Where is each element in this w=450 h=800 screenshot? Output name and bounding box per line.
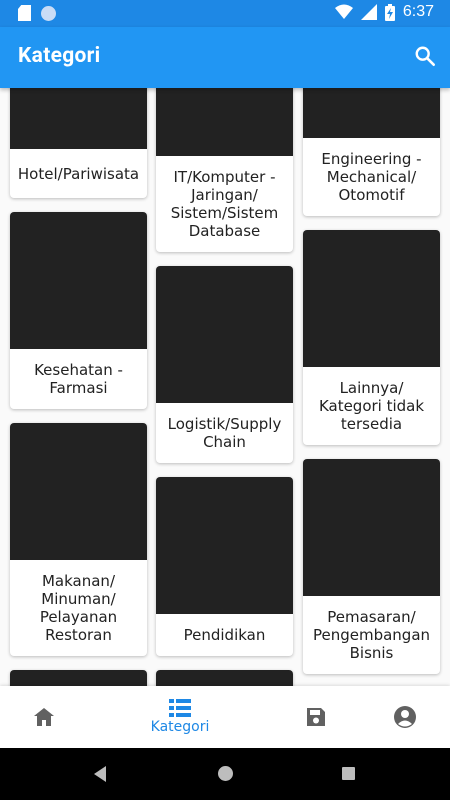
home-icon: [32, 706, 56, 728]
category-card-engineering[interactable]: [303, 88, 440, 216]
status-bar: [0, 0, 450, 27]
category-label: Makanan/ Minuman/ Pelayanan Restoran: [39, 572, 118, 644]
category-image: [10, 88, 147, 149]
nav-home[interactable]: [14, 686, 74, 748]
category-card-it[interactable]: [156, 88, 293, 252]
nav-label: Kategori: [150, 719, 210, 735]
battery-icon: [385, 4, 395, 21]
category-image: [10, 212, 147, 349]
category-image: [156, 266, 293, 403]
category-grid: [0, 88, 450, 686]
category-card-pendidikan[interactable]: [156, 477, 293, 656]
page-title: Kategori: [18, 44, 101, 68]
category-image: [10, 423, 147, 560]
category-label: Kesehatan - Farmasi: [34, 361, 123, 397]
system-navigation-bar: [0, 748, 450, 800]
category-card-logistik[interactable]: [156, 266, 293, 463]
category-label: Lainnya/ Kategori tidak tersedia: [318, 379, 425, 433]
wifi-icon: [335, 4, 353, 20]
back-icon[interactable]: [94, 766, 106, 782]
bottom-navigation: [0, 686, 450, 748]
category-label: Pendidikan: [183, 626, 266, 644]
category-card-pemasaran[interactable]: [303, 459, 440, 674]
signal-icon: [361, 4, 377, 20]
category-card-makanan[interactable]: [10, 423, 147, 656]
category-image: [10, 670, 147, 686]
category-label: Hotel/Pariwisata: [17, 164, 140, 183]
category-label: Pemasaran/ Pengembangan Bisnis: [312, 608, 431, 662]
category-image: [156, 88, 293, 156]
recents-icon[interactable]: [342, 767, 355, 780]
category-image: [156, 670, 293, 686]
nav-saved[interactable]: [286, 686, 346, 748]
sd-card-icon: [18, 5, 31, 21]
nav-kategori[interactable]: [140, 686, 220, 748]
category-label: IT/Komputer - Jaringan/ Sistem/Sistem Database: [170, 168, 279, 240]
category-card-hotel[interactable]: [10, 88, 147, 198]
notification-icon: [41, 6, 56, 21]
app-bar: [0, 27, 450, 88]
category-label: Engineering - Mechanical/ Otomotif: [321, 150, 422, 204]
category-card-kesehatan[interactable]: [10, 212, 147, 409]
category-image: [303, 459, 440, 596]
category-card-partial[interactable]: [156, 670, 293, 686]
category-image: [156, 477, 293, 614]
account-icon: [393, 705, 417, 729]
category-image: [303, 88, 440, 138]
list-icon: [169, 699, 191, 717]
home-button-icon[interactable]: [218, 766, 233, 781]
clock: 6:37: [402, 3, 434, 20]
nav-account[interactable]: [375, 686, 435, 748]
category-card-partial[interactable]: [10, 670, 147, 686]
save-icon: [305, 706, 327, 728]
category-label: Logistik/Supply Chain: [167, 415, 282, 451]
category-card-lainnya[interactable]: [303, 230, 440, 445]
search-icon[interactable]: [414, 45, 436, 67]
category-image: [303, 230, 440, 367]
